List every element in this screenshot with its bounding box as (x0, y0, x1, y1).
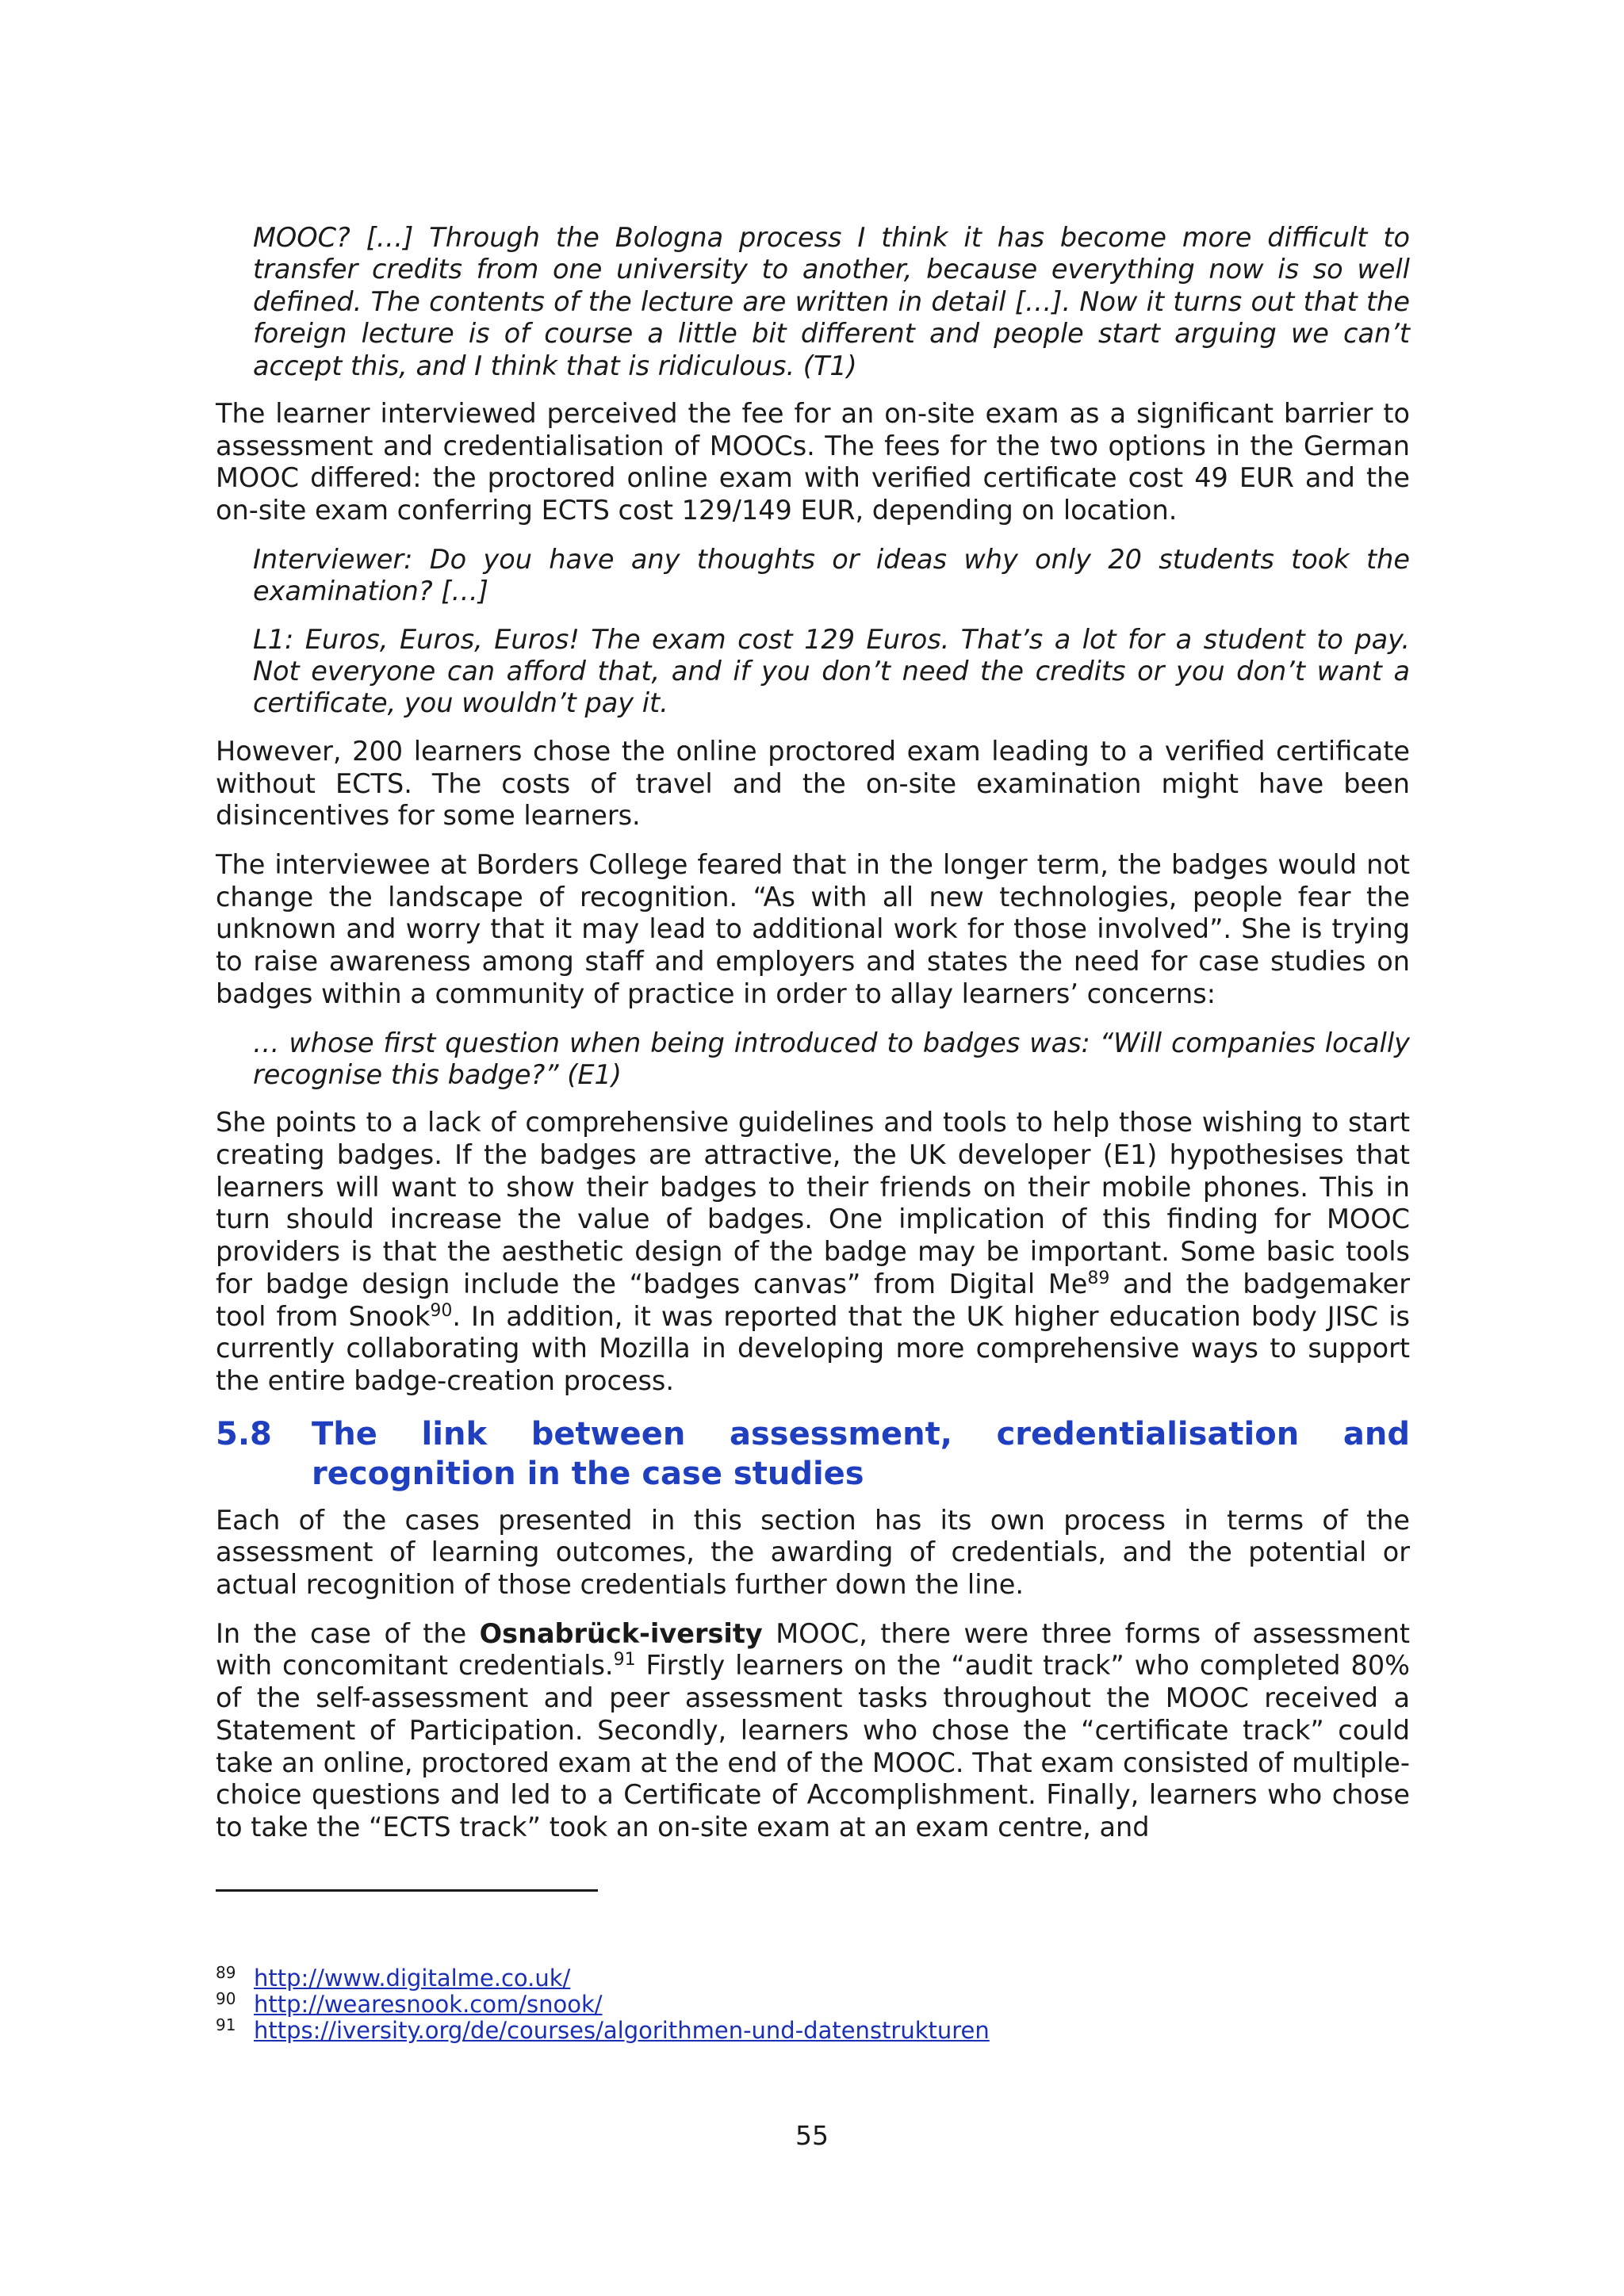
paragraph-text: . In addition, it was reported that the UK higher education body JISC is currently collaborating with Mozilla in developing more comprehensive ways to support the entire badge-creation process. (216, 1300, 1410, 1396)
section-number: 5.8 (216, 1415, 272, 1452)
paragraph-badge-design (216, 1107, 1410, 1397)
footnote-link-89[interactable]: http://www.digitalme.co.uk/ (254, 1965, 571, 1992)
footnote-divider (216, 1889, 598, 1892)
footnote-ref-89[interactable]: 89 (1087, 1268, 1110, 1288)
footnote-ref-91[interactable]: 91 (613, 1650, 636, 1670)
quote-l1: L1: Euros, Euros, Euros! The exam cost 129 Euros. That’s a lot for a student to pay. Not everyone can afford that, and if you don’t need the credits or you don’t want a certificate, you wouldn’t pay it. (253, 623, 1410, 719)
paragraph-cases: Each of the cases presented in this section has its own process in terms of the assessment of learning outcomes, the awarding of credentials, and the potential or actual recognition of those credentials further down the line. (216, 1504, 1410, 1601)
section-heading (216, 1414, 1410, 1494)
paragraph-osnabrueck (216, 1618, 1410, 1844)
footnote-91 (216, 2015, 1410, 2045)
paragraph-exam-fee: The learner interviewed perceived the fee for an on-site exam as a significant barrier to assessment and credentialisation of MOOCs. The fees for the two options in the German MOOC differed: the proctored online exam with verified certificate cost 49 EUR and the on-site exam conferring ECTS cost 129/149 EUR, depending on location. (216, 398, 1410, 526)
page-number: 55 (795, 2120, 829, 2151)
paragraph-text: MOOC, there were three forms of assessment with concomitant credentials. (216, 1617, 1410, 1682)
footnotes (216, 1963, 1410, 2045)
footnote-link-90[interactable]: http://wearesnook.com/snook/ (254, 1991, 603, 2018)
paragraph-borders-college: The interviewee at Borders College feared that in the longer term, the badges would not change the landscape of recognition. “As with all new technologies, people fear the unknown and worry that it may lead to additional work for those involved”. She is trying to raise awareness among staff and employers and states the need for case studies on badges within a community of practice in order to allay learners’ concerns: (216, 848, 1410, 1009)
paragraph-text: and the badgemaker tool from Snook (216, 1268, 1410, 1332)
paragraph-text: In the case of the (216, 1617, 480, 1649)
quote-e1: … whose first question when being introduced to badges was: “Will companies locally recognise this badge?” (E1) (253, 1027, 1410, 1090)
footnote-number: 90 (216, 1989, 236, 2008)
paragraph-text: Firstly learners on the “audit track” who completed 80% of the self-assessment and peer assessment tasks throughout the MOOC received a Statement of Participation. Secondly, learners who chose the “certificate track” could take an online, proctored exam at the end of the MOOC. That exam consisted of multiple-choice questions and led to a Certificate of Accomplishment. Finally, learners who chose to take the “ECTS track” took an on-site exam at an exam centre, and (216, 1650, 1410, 1843)
footnote-number: 91 (216, 2015, 236, 2034)
footnote-89 (216, 1963, 1410, 1992)
footnote-number: 89 (216, 1963, 236, 1982)
page-body (216, 222, 1410, 1861)
footnote-90 (216, 1989, 1410, 2019)
paragraph-online-exam: However, 200 learners chose the online proctored exam leading to a verified certificate without ECTS. The costs of travel and the on-site examination might have been disincentives for some learners. (216, 735, 1410, 832)
quote-interviewer: Interviewer: Do you have any thoughts or ideas why only 20 students took the examination? […] (253, 543, 1410, 607)
section-title: The link between assessment, credentialisation and recognition in the case studies (312, 1415, 1410, 1492)
bold-term: Osnabrück-iversity (479, 1617, 763, 1649)
footnote-ref-90[interactable]: 90 (430, 1300, 453, 1321)
paragraph-text: She points to a lack of comprehensive guidelines and tools to help those wishing to start creating badges. If the badges are attractive, the UK developer (E1) hypothesises that learners will want to show their badges to their friends on their mobile phones. This in turn should increase the value of badges. One implication of this finding for MOOC providers is that the aesthetic design of the badge may be important. Some basic tools for badge design include the “badges canvas” from Digital Me (216, 1107, 1410, 1299)
footnote-link-91[interactable]: https://iversity.org/de/courses/algorithmen-und-datenstrukturen (254, 2017, 990, 2044)
quote-t1: MOOC? […] Through the Bologna process I think it has become more difficult to transfer credits from one university to another, because everything now is so well defined. The contents of the lecture are written in detail […]. Now it turns out that the foreign lecture is of course a little bit different and people start arguing we can’t accept this, and I think that is ridiculous. (T1) (253, 222, 1410, 381)
